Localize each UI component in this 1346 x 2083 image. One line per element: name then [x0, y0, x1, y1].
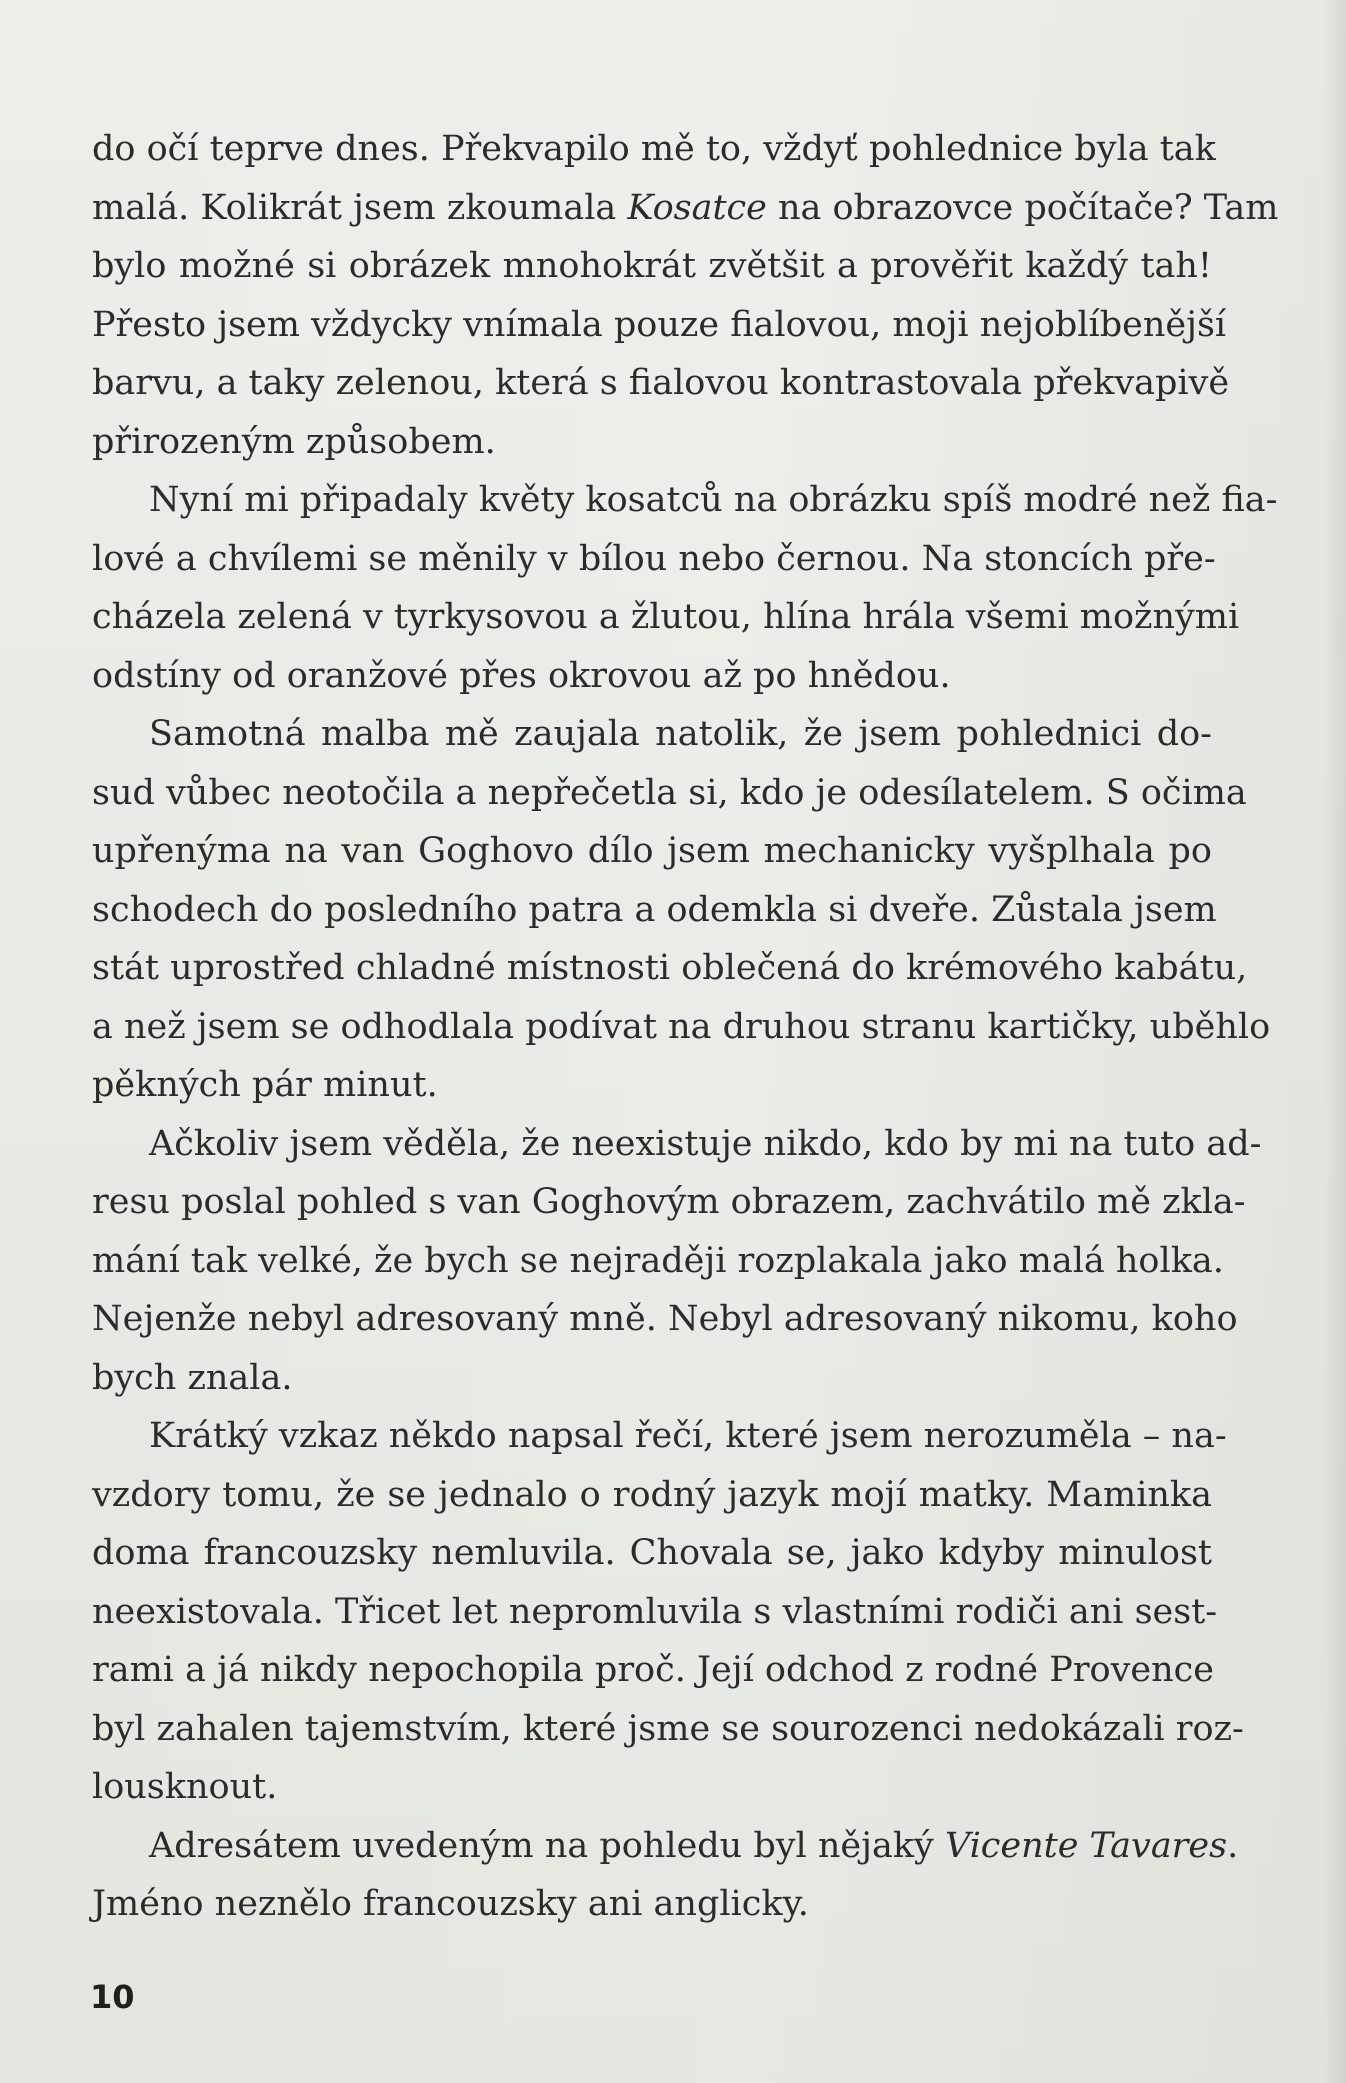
- text-line: [92, 1232, 1224, 1291]
- text-segment: mání tak velké, že bych se nejraději rozplakala jako malá holka.: [92, 1240, 1224, 1281]
- text-line: [92, 1466, 1212, 1525]
- text-segment: sud vůbec neotočila a nepřečetla si, kdo je odesílatelem. S očima: [92, 772, 1247, 813]
- text-line: [92, 354, 1230, 413]
- text-line: [92, 647, 1212, 706]
- text-segment: upřenýma na van Goghovo dílo jsem mechanicky vyšplhala po: [92, 831, 1212, 871]
- text-line: [92, 998, 1271, 1057]
- text-segment: bych znala.: [92, 1357, 293, 1398]
- text-line: [92, 705, 1212, 764]
- paragraph: [92, 1407, 1244, 1817]
- text-line: [92, 120, 1216, 179]
- text-segment: pěkných pár minut.: [92, 1065, 438, 1105]
- text-line: [92, 822, 1212, 881]
- text-segment: barvu, a taky zelenou, která s fialovou kontrastovala překvapivě: [92, 363, 1230, 403]
- text-line: [92, 1875, 1212, 1934]
- text-segment: .: [1227, 1825, 1239, 1866]
- text-line: [92, 1524, 1212, 1583]
- text-segment: stát uprostřed chladné místnosti oblečená do krémového kabátu,: [92, 948, 1248, 988]
- text-segment: Adresátem uvedeným na pohledu byl nějaký: [149, 1825, 945, 1866]
- text-segment: Ačkoliv jsem věděla, že neexistuje nikdo, kdo by mi na tuto ad-: [149, 1123, 1262, 1164]
- text-line: [92, 179, 1279, 238]
- text-line: [92, 237, 1212, 296]
- text-line: [92, 1173, 1246, 1232]
- text-segment: Jméno neznělo francouzsky ani anglicky.: [92, 1884, 809, 1924]
- text-segment: do očí teprve dnes. Překvapilo mě to, vždyť pohlednice byla tak: [92, 129, 1216, 169]
- text-line: [92, 296, 1227, 355]
- text-line: [92, 1056, 1212, 1115]
- text-line: [92, 764, 1247, 823]
- paragraph: [92, 705, 1271, 1115]
- text-line: [92, 1758, 1212, 1817]
- text-line: [92, 939, 1248, 998]
- text-line: [92, 1583, 1218, 1642]
- text-segment: Nejenže nebyl adresovaný mně. Nebyl adresovaný nikomu, koho: [92, 1299, 1238, 1339]
- text-segment: lousknout.: [92, 1767, 278, 1807]
- text-line: [92, 1115, 1262, 1174]
- text-segment: odstíny od oranžové přes okrovou až po hnědou.: [92, 655, 951, 696]
- paragraph: [92, 120, 1279, 471]
- text-segment: Nyní mi připadaly květy kosatců na obrázku spíš modré než fia-: [149, 480, 1278, 520]
- text-segment: vzdory tomu, že se jednalo o rodný jazyk mojí matky. Maminka: [92, 1474, 1212, 1515]
- body-text: [92, 120, 1279, 1934]
- text-line: [92, 1407, 1227, 1466]
- text-line: [92, 1817, 1239, 1876]
- italic-text: Kosatce: [627, 187, 767, 228]
- text-segment: lové a chvílemi se měnily v bílou nebo černou. Na stoncích pře-: [92, 538, 1216, 579]
- text-line: [92, 1641, 1212, 1700]
- text-segment: cházela zelená v tyrkysovou a žlutou, hlína hrála všemi možnými: [92, 597, 1240, 637]
- text-line: [92, 413, 1212, 472]
- text-segment: na obrazovce počítače? Tam: [766, 187, 1279, 228]
- text-segment: schodech do posledního patra a odemkla si dveře. Zůstala jsem: [92, 889, 1217, 930]
- text-line: [92, 1349, 1212, 1408]
- text-segment: malá. Kolikrát jsem zkoumala: [92, 187, 628, 228]
- text-line: [92, 530, 1216, 589]
- page-number: 10: [90, 1978, 135, 2016]
- text-segment: doma francouzsky nemluvila. Chovala se, jako kdyby minulost: [92, 1533, 1212, 1573]
- text-segment: resu poslal pohled s van Goghovým obrazem, zachvátilo mě zkla-: [92, 1182, 1246, 1222]
- text-segment: byl zahalen tajemstvím, které jsme se sourozenci nedokázali roz-: [92, 1708, 1244, 1749]
- text-segment: rami a já nikdy nepochopila proč. Její odchod z rodné Provence: [92, 1650, 1214, 1690]
- text-segment: Krátký vzkaz někdo napsal řečí, které jsem nerozuměla – na-: [149, 1416, 1227, 1456]
- text-line: [92, 471, 1278, 530]
- text-segment: přirozeným způsobem.: [92, 421, 496, 462]
- text-line: [92, 881, 1217, 940]
- text-segment: bylo možné si obrázek mnohokrát zvětšit a prověřit každý tah!: [92, 246, 1212, 286]
- text-segment: Samotná malba mě zaujala natolik, že jsem pohlednici do-: [149, 714, 1212, 754]
- text-segment: a než jsem se odhodlala podívat na druhou stranu kartičky, uběhlo: [92, 1006, 1271, 1047]
- paragraph: [92, 1115, 1262, 1408]
- paragraph: [92, 471, 1278, 705]
- text-segment: neexistovala. Třicet let nepromluvila s vlastními rodiči ani sest-: [92, 1591, 1218, 1632]
- text-line: [92, 1290, 1238, 1349]
- paragraph: [92, 1817, 1239, 1934]
- text-line: [92, 1700, 1244, 1759]
- text-line: [92, 588, 1240, 647]
- text-segment: Přesto jsem vždycky vnímala pouze fialovou, moji nejoblíbenější: [92, 304, 1227, 345]
- italic-text: Vicente Tavares: [944, 1825, 1228, 1866]
